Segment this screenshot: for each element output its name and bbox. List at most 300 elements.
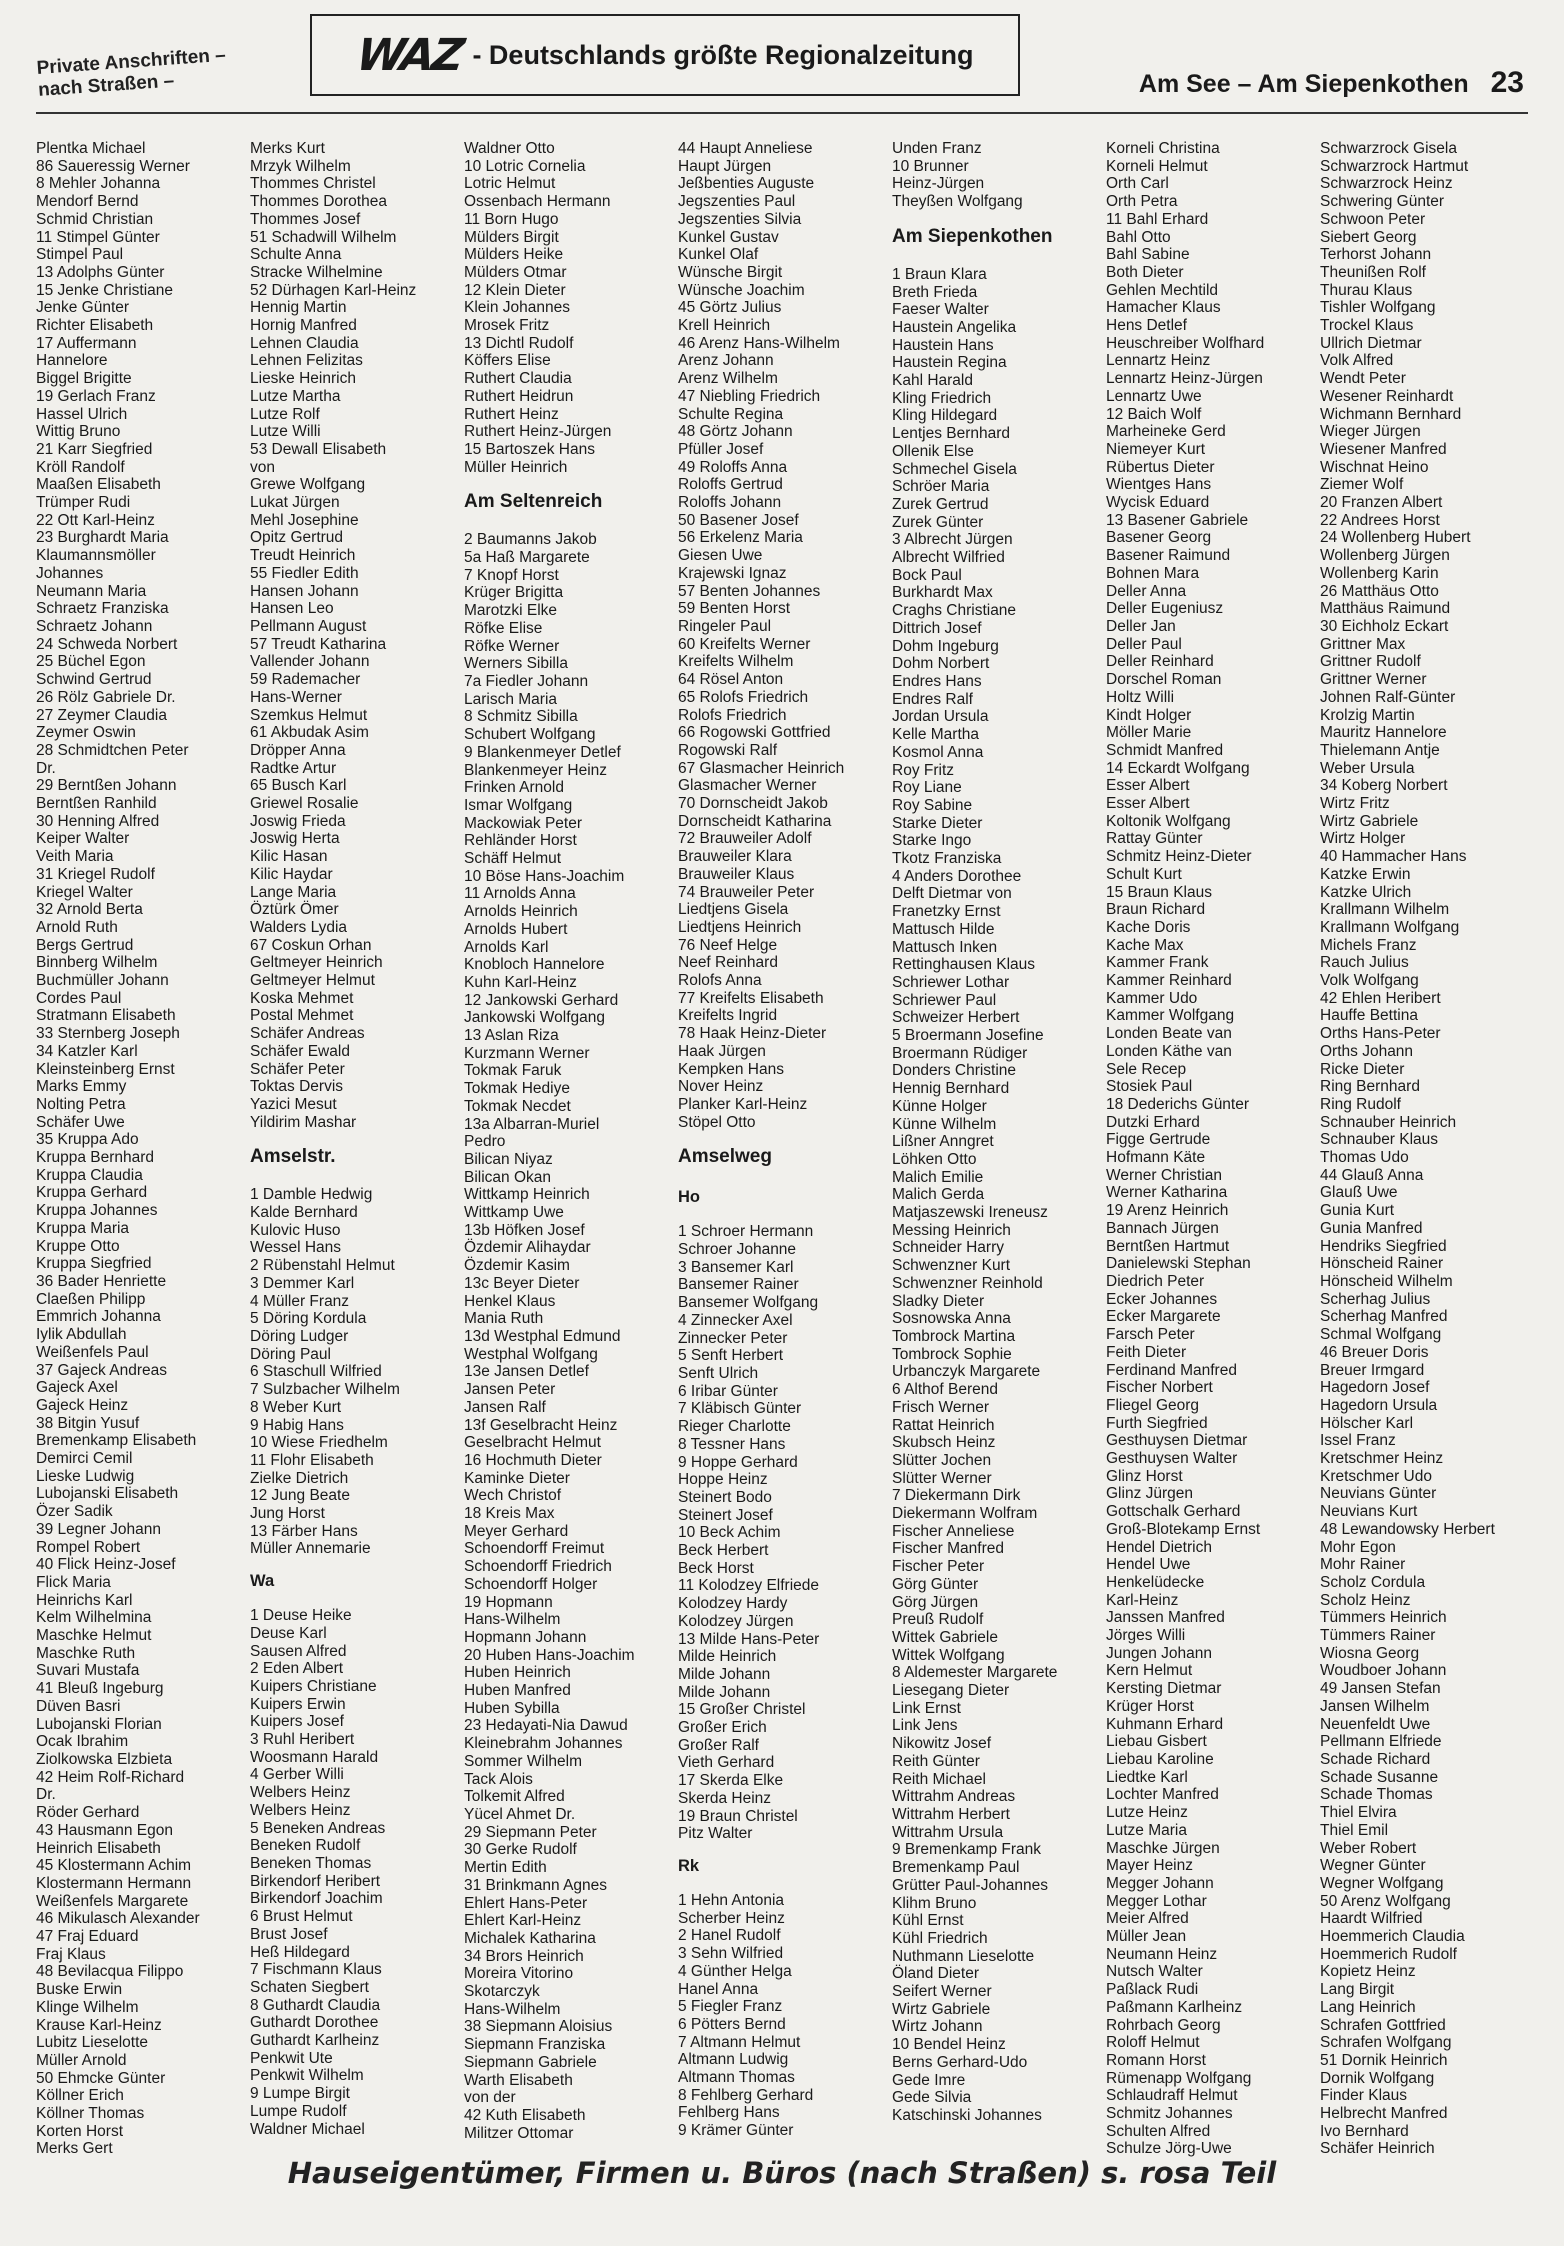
resident-entry: 19 Arenz Heinrich (1106, 1202, 1229, 1220)
resident-entry: Werner Katharina (1106, 1184, 1228, 1202)
resident-entry: Rompel Robert (36, 1538, 141, 1556)
resident-entry: Kuhn Karl-Heinz (464, 973, 577, 991)
resident-entry: Tümmers Rainer (1320, 1627, 1436, 1645)
resident-entry: Kreifelts Ingrid (678, 1007, 778, 1025)
resident-entry: Ecker Johannes (1106, 1290, 1218, 1308)
resident-entry: Arnolds Karl (464, 938, 549, 956)
resident-entry: Rohrbach Georg (1106, 2016, 1221, 2034)
resident-entry: 3 Sehn Wilfried (678, 1945, 784, 1963)
resident-entry: Wirtz Gabriele (892, 2000, 991, 2018)
resident-entry: Özdemir Alihaydar (464, 1239, 591, 1257)
resident-entry: Krolzig Martin (1320, 706, 1415, 724)
resident-entry: 8 Mehler Johanna (36, 175, 161, 193)
resident-entry: Griewel Rosalie (250, 795, 359, 813)
resident-entry: Grittner Werner (1320, 671, 1427, 689)
resident-entry: Kolodzey Jürgen (678, 1612, 794, 1630)
resident-entry: 38 Bitgin Yusuf (36, 1414, 140, 1432)
resident-entry: Kulovic Huso (250, 1221, 341, 1239)
resident-entry: Schaten Siegbert (250, 1978, 369, 1996)
resident-entry: 5 Senft Herbert (678, 1347, 784, 1365)
resident-entry: Esser Albert (1106, 777, 1190, 795)
resident-entry: Thiel Elvira (1320, 1804, 1397, 1822)
resident-entry: Both Dieter (1106, 263, 1184, 281)
resident-entry: Hölscher Karl (1320, 1414, 1414, 1432)
resident-entry: Hens Detlef (1106, 317, 1187, 335)
street-subheading: Wa (250, 1572, 275, 1591)
resident-entry: 49 Jansen Stefan (1320, 1680, 1441, 1698)
resident-entry: Schwarzrock Gisela (1320, 140, 1457, 157)
resident-entry: Arenz Johann (678, 352, 774, 370)
resident-entry: Siepmann Franziska (464, 2036, 606, 2054)
resident-entry: Schäfer Ewald (250, 1042, 350, 1060)
resident-entry: Reith Günter (892, 1752, 980, 1770)
resident-entry: Krause Karl-Heinz (36, 2016, 162, 2034)
resident-entry: Huben Heinrich (464, 1664, 571, 1682)
resident-entry: 19 Gerlach Franz (36, 387, 156, 405)
resident-entry: Penkwit Ute (250, 2049, 333, 2067)
resident-entry: Jeßbenties Auguste (678, 175, 815, 193)
resident-entry: Schade Richard (1320, 1750, 1431, 1768)
resident-entry: 3 Demmer Karl (250, 1274, 355, 1292)
resident-entry: Altmann Ludwig (678, 2051, 789, 2069)
resident-entry: Krüger Brigitta (464, 584, 564, 602)
resident-entry: Glasmacher Werner (678, 777, 817, 795)
resident-entry: Schäfer Uwe (36, 1113, 125, 1131)
resident-entry: Basener Raimund (1106, 547, 1231, 565)
resident-entry: 74 Brauweiler Peter (678, 883, 815, 901)
resident-entry: Mauritz Hannelore (1320, 724, 1447, 742)
resident-entry: 39 Legner Johann (36, 1520, 161, 1538)
resident-entry: Bilican Okan (464, 1168, 552, 1186)
resident-entry: 26 Rölz Gabriele Dr. (36, 688, 176, 706)
resident-entry: Ring Bernhard (1320, 1078, 1420, 1096)
resident-entry: Schriewer Lothar (892, 973, 1010, 991)
resident-entry: Welbers Heinz (250, 1801, 351, 1819)
resident-entry: Michels Franz (1320, 936, 1417, 954)
resident-entry: Liebau Gisbert (1106, 1733, 1207, 1751)
resident-entry: 48 Bevilacqua Filippo (36, 1963, 184, 1981)
resident-entry: Heß Hildegard (250, 1943, 350, 1961)
directory-columns (36, 140, 1528, 2158)
resident-entry: Arnolds Heinrich (464, 903, 578, 921)
resident-entry: Schlaudraff Helmut (1106, 2087, 1238, 2105)
resident-entry: Wittrahm Andreas (892, 1788, 1016, 1806)
resident-entry: Faeser Walter (892, 301, 989, 319)
resident-entry: Lutze Willi (250, 423, 321, 441)
resident-entry: Ruthert Heinz (464, 405, 559, 423)
resident-entry: Klihm Bruno (892, 1894, 977, 1912)
resident-entry: Trockel Klaus (1320, 317, 1414, 335)
resident-entry: Schulze Jörg-Uwe (1106, 2140, 1232, 2158)
resident-entry: Diekermann Wolfram (892, 1505, 1038, 1523)
resident-entry: 10 Böse Hans-Joachim (464, 867, 625, 885)
resident-entry: Starke Dieter (892, 814, 983, 832)
resident-entry: Frisch Werner (892, 1398, 990, 1416)
resident-entry: Toktas Dervis (250, 1078, 344, 1096)
resident-entry: Maschke Ruth (36, 1644, 136, 1662)
resident-entry: 42 Ehlen Heribert (1320, 989, 1441, 1007)
resident-entry: Hans-Wilhelm (464, 2000, 561, 2018)
resident-entry: Dorschel Roman (1106, 671, 1222, 689)
resident-entry: Bannach Jürgen (1106, 1219, 1219, 1237)
resident-entry: Ullrich Dietmar (1320, 334, 1422, 352)
resident-entry: Neumann Maria (36, 582, 147, 600)
resident-entry: Haak Jürgen (678, 1042, 766, 1060)
resident-entry: Schnauber Klaus (1320, 1131, 1439, 1149)
resident-entry: Neumann Heinz (1106, 1945, 1218, 1963)
resident-entry: 21 Karr Siegfried (36, 440, 153, 458)
resident-entry: Koska Mehmet (250, 989, 354, 1007)
resident-entry: 55 Fiedler Edith (250, 564, 359, 582)
resident-entry: Ollenik Else (892, 442, 974, 460)
resident-entry: Furth Siegfried (1106, 1414, 1208, 1432)
resident-entry: Sele Recep (1106, 1060, 1187, 1078)
resident-entry: Joswig Herta (250, 830, 340, 848)
resident-entry: Schmechel Gisela (892, 460, 1017, 478)
resident-entry: 13f Geselbracht Heinz (464, 1416, 618, 1434)
resident-entry: Schulte Anna (250, 246, 342, 264)
resident-entry: Schubert Wolfgang (464, 726, 596, 744)
resident-entry: Thiel Emil (1320, 1821, 1389, 1839)
resident-entry: 5 Broermann Josefine (892, 1027, 1044, 1045)
resident-entry: Wichmann Bernhard (1320, 405, 1462, 423)
resident-entry: Planker Karl-Heinz (678, 1095, 808, 1113)
resident-entry: Schäfer Peter (250, 1060, 345, 1078)
footer-note: Hauseigentümer, Firmen u. Büros (nach Straßen) s. rosa Teil (287, 2156, 1277, 2190)
resident-entry: 13 Basener Gabriele (1106, 511, 1249, 529)
resident-entry: Liedtjens Heinrich (678, 918, 802, 936)
resident-entry: 65 Busch Karl (250, 777, 347, 795)
resident-entry: Kempken Hans (678, 1060, 784, 1078)
street-heading: Amselweg (678, 1146, 772, 1168)
resident-entry: Yazici Mesut (250, 1095, 337, 1113)
resident-entry: Tkotz Franziska (892, 850, 1002, 868)
resident-entry: Zielke Dietrich (250, 1469, 349, 1487)
resident-entry: Senft Ulrich (678, 1365, 759, 1382)
resident-entry: Stimpel Paul (36, 246, 124, 264)
resident-entry: 10 Wiese Friedhelm (250, 1434, 388, 1452)
resident-entry: Henkel Klaus (464, 1292, 556, 1310)
resident-entry: Diedrich Peter (1106, 1273, 1205, 1290)
resident-entry: Lieske Heinrich (250, 370, 356, 388)
resident-entry: Roloffs Gertrud (678, 476, 783, 494)
resident-entry: 13 Aslan Riza (464, 1027, 559, 1045)
resident-entry: 13 Adolphs Günter (36, 263, 165, 281)
resident-entry: Lieske Ludwig (36, 1467, 135, 1485)
resident-entry: Werners Sibilla (464, 655, 568, 673)
resident-entry: 4 Zinnecker Axel (678, 1311, 793, 1329)
resident-entry: Mattusch Inken (892, 938, 998, 956)
directory-column (1106, 140, 1314, 2158)
resident-entry: 30 Henning Alfred (36, 812, 160, 830)
resident-entry: Kelle Martha (892, 726, 980, 744)
resident-entry: Öztürk Ömer (250, 901, 339, 919)
resident-entry: Werner Christian (1106, 1166, 1223, 1184)
resident-entry: Schneider Harry (892, 1239, 1004, 1257)
resident-entry: Kreifelts Wilhelm (678, 653, 794, 671)
resident-entry: Basener Georg (1106, 529, 1212, 547)
resident-entry: Nuthmann Lieselotte (892, 1947, 1035, 1965)
resident-entry: Yücel Ahmet Dr. (464, 1805, 576, 1823)
resident-entry: 48 Lewandowsky Herbert (1320, 1520, 1495, 1538)
resident-entry: Endres Ralf (892, 690, 973, 708)
resident-entry: 23 Burghardt Maria (36, 529, 169, 547)
resident-entry: Huben Manfred (464, 1682, 571, 1700)
resident-entry: 1 Braun Klara (892, 265, 987, 283)
resident-entry: Grewe Wolfgang (250, 476, 366, 494)
resident-entry: Wollenberg Jürgen (1320, 547, 1450, 565)
resident-entry: Fischer Norbert (1106, 1379, 1213, 1397)
resident-entry: 12 Baich Wolf (1106, 405, 1202, 423)
resident-entry: 6 Pötters Bernd (678, 2015, 786, 2033)
resident-entry: Grütter Paul-Johannes (892, 1876, 1048, 1894)
resident-entry: Thommes Christel (250, 175, 376, 193)
resident-entry: Schulte Regina (678, 405, 784, 423)
resident-entry: Dr. (36, 759, 56, 777)
resident-entry: 1 Hehn Antonia (678, 1891, 785, 1909)
resident-entry: Jungen Johann (1106, 1644, 1213, 1662)
resident-entry: Röder Gerhard (36, 1804, 140, 1822)
resident-entry: Schade Thomas (1320, 1786, 1433, 1804)
resident-entry: Dittrich Josef (892, 619, 982, 637)
resident-entry: 13b Höfken Josef (464, 1221, 585, 1239)
resident-entry: 29 Berntßen Johann (36, 777, 177, 795)
resident-entry: 11 Arnolds Anna (464, 885, 576, 903)
resident-entry: Helbrecht Manfred (1320, 2105, 1448, 2123)
resident-entry: Groß-Blotekamp Ernst (1106, 1520, 1261, 1538)
resident-entry: Lennartz Heinz (1106, 352, 1211, 370)
resident-entry: Dornscheidt Katharina (678, 812, 832, 830)
resident-entry: Bergs Gertrud (36, 936, 134, 954)
resident-entry: Neuenfeldt Uwe (1320, 1715, 1431, 1733)
resident-entry: Kammer Frank (1106, 954, 1209, 972)
resident-entry: Wiosna Georg (1320, 1644, 1420, 1662)
resident-entry: Dohm Ingeburg (892, 637, 999, 655)
resident-entry: Hoemmerich Rudolf (1320, 1945, 1457, 1963)
directory-section-label: Private Anschriften – nach Straßen – (36, 44, 227, 101)
resident-entry: Lentjes Bernhard (892, 425, 1011, 443)
resident-entry: Gede Imre (892, 2071, 966, 2089)
resident-entry: Lang Birgit (1320, 1981, 1395, 1999)
resident-entry: Hönscheid Rainer (1320, 1255, 1444, 1273)
resident-entry: 29 Siepmann Peter (464, 1823, 597, 1841)
resident-entry: Milde Heinrich (678, 1648, 777, 1666)
resident-entry: Jenke Günter (36, 299, 130, 317)
resident-entry: Farsch Peter (1106, 1326, 1195, 1344)
resident-entry: 9 Habig Hans (250, 1416, 344, 1434)
resident-entry: Malich Emilie (892, 1168, 984, 1186)
resident-entry: Brauweiler Klaus (678, 865, 795, 883)
resident-entry: Dornik Wolfgang (1320, 2069, 1435, 2087)
resident-entry: Deller Eugeniusz (1106, 600, 1224, 618)
resident-entry: 10 Brunner (892, 157, 969, 175)
resident-entry: 19 Braun Christel (678, 1807, 798, 1825)
resident-entry: Wollenberg Karin (1320, 564, 1439, 582)
resident-entry: Niemeyer Kurt (1106, 440, 1206, 458)
resident-entry: Bansemer Wolfgang (678, 1294, 819, 1312)
resident-entry: Rümenapp Wolfgang (1106, 2069, 1252, 2087)
resident-entry: 17 Skerda Elke (678, 1772, 784, 1790)
resident-entry: Binnberg Wilhelm (36, 954, 158, 972)
resident-entry: 10 Lotric Cornelia (464, 157, 586, 175)
resident-entry: Preuß Rudolf (892, 1611, 984, 1629)
resident-entry: 59 Benten Horst (678, 600, 791, 618)
resident-entry: Esser Albert (1106, 795, 1190, 813)
resident-entry: Tombrock Martina (892, 1328, 1016, 1345)
resident-entry: Löhken Otto (892, 1150, 977, 1168)
resident-entry: Kleinebrahm Johannes (464, 1735, 623, 1753)
resident-entry: 4 Müller Franz (250, 1292, 350, 1310)
resident-entry: Megger Johann (1106, 1874, 1214, 1892)
resident-entry: Mülders Heike (464, 246, 564, 264)
directory-column (892, 140, 1100, 2130)
resident-entry: Liebau Karoline (1106, 1750, 1214, 1768)
directory-column (678, 140, 886, 2140)
resident-entry: 31 Kriegel Rudolf (36, 865, 155, 883)
resident-entry: Suvari Mustafa (36, 1662, 140, 1680)
resident-entry: Heuschreiber Wolfhard (1106, 334, 1265, 352)
resident-entry: Müller Jean (1106, 1928, 1187, 1946)
resident-entry: Görg Jürgen (892, 1593, 979, 1611)
resident-entry: Haustein Hans (892, 336, 994, 354)
resident-entry: Wieger Jürgen (1320, 423, 1421, 441)
resident-entry: Tombrock Sophie (892, 1345, 1012, 1363)
resident-entry: Vieth Gerhard (678, 1754, 775, 1772)
resident-entry: Beneken Thomas (250, 1854, 372, 1872)
resident-entry: Schwind Gertrud (36, 671, 152, 689)
resident-entry: Lumpe Rudolf (250, 2102, 347, 2120)
resident-entry: Schmitz Johannes (1106, 2105, 1233, 2123)
resident-entry: 23 Hedayati-Nia Dawud (464, 1717, 628, 1735)
resident-entry: Hagedorn Ursula (1320, 1396, 1438, 1414)
resident-entry: Stosiek Paul (1106, 1078, 1193, 1096)
resident-entry: Altmann Thomas (678, 2069, 795, 2087)
resident-entry: Dr. (36, 1786, 56, 1804)
resident-entry: Giesen Uwe (678, 547, 763, 565)
resident-entry: Kurzmann Werner (464, 1044, 590, 1062)
page-number: 23 (1490, 66, 1524, 99)
resident-entry: Guthardt Dorothee (250, 2014, 379, 2032)
resident-entry: Krüger Horst (1106, 1697, 1194, 1715)
resident-entry: Stöpel Otto (678, 1113, 756, 1131)
resident-entry: Zurek Gertrud (892, 495, 989, 513)
resident-entry: Großer Ralf (678, 1736, 759, 1754)
resident-entry: Lehnen Claudia (250, 334, 359, 352)
resident-entry: 76 Neef Helge (678, 936, 778, 954)
resident-entry: Mrosek Fritz (464, 317, 550, 335)
resident-entry: Liedtjens Gisela (678, 901, 789, 919)
resident-entry: Seifert Werner (892, 1983, 992, 2001)
resident-entry: Rieger Charlotte (678, 1418, 791, 1436)
resident-entry: 10 Bendel Heinz (892, 2036, 1006, 2054)
resident-entry: 32 Arnold Berta (36, 901, 143, 919)
resident-entry: 11 Kolodzey Elfriede (678, 1577, 820, 1595)
resident-entry: Jordan Ursula (892, 708, 989, 726)
resident-entry: Huben Sybilla (464, 1699, 560, 1717)
resident-entry: Rehländer Horst (464, 832, 577, 850)
resident-entry: Mendorf Bernd (36, 193, 139, 211)
resident-entry: 15 Jenke Christiane (36, 281, 173, 299)
resident-entry: Starke Ingo (892, 832, 972, 850)
resident-entry: Kosmol Anna (892, 743, 984, 761)
resident-entry: 86 Saueressig Werner (36, 157, 190, 175)
resident-entry: Lißner Anngret (892, 1133, 994, 1151)
resident-entry: Heinz-Jürgen (892, 175, 985, 193)
directory-column (36, 140, 244, 2158)
resident-entry: Stracke Wilhelmine (250, 263, 383, 281)
resident-entry: Wiesener Manfred (1320, 440, 1447, 458)
resident-entry: Kuipers Christiane (250, 1677, 377, 1695)
resident-entry: 13e Jansen Detlef (464, 1363, 589, 1381)
resident-entry: Sausen Alfred (250, 1642, 347, 1660)
resident-entry: 24 Wollenberg Hubert (1320, 529, 1471, 547)
resident-entry: Wessel Hans (250, 1239, 342, 1257)
resident-entry: Arenz Wilhelm (678, 370, 778, 388)
resident-entry: Brust Josef (250, 1925, 328, 1943)
resident-entry: Schade Susanne (1320, 1768, 1439, 1786)
resident-entry: Penkwit Wilhelm (250, 2067, 364, 2085)
resident-entry: Wittek Gabriele (892, 1628, 998, 1646)
resident-entry: Pitz Walter (678, 1825, 753, 1843)
resident-entry: 49 Roloffs Anna (678, 458, 788, 476)
resident-entry: Glinz Jürgen (1106, 1485, 1194, 1503)
resident-entry: Deller Paul (1106, 635, 1182, 653)
resident-entry: Cordes Paul (36, 989, 122, 1007)
resident-entry: Kling Friedrich (892, 389, 992, 407)
resident-entry: Wycisk Eduard (1106, 494, 1210, 512)
resident-entry: Heinrichs Karl (36, 1591, 133, 1609)
resident-entry: Wischnat Heino (1320, 458, 1429, 476)
resident-entry: Slütter Werner (892, 1469, 992, 1487)
resident-entry: Dohm Norbert (892, 655, 990, 673)
resident-entry: Meier Alfred (1106, 1910, 1189, 1928)
resident-entry: 7 Sulzbacher Wilhelm (250, 1381, 400, 1399)
resident-entry: Kruppa Siegfried (36, 1255, 152, 1273)
resident-entry: Klostermann Hermann (36, 1874, 192, 1892)
resident-entry: Kretschmer Heinz (1320, 1450, 1444, 1468)
resident-entry: 43 Hausmann Egon (36, 1821, 174, 1839)
resident-entry: Gunia Manfred (1320, 1219, 1423, 1237)
resident-entry: 67 Coskun Orhan (250, 936, 372, 954)
resident-entry: Karl-Heinz (1106, 1591, 1179, 1609)
resident-entry: Brauweiler Klara (678, 848, 792, 866)
resident-entry: Finder Klaus (1320, 2087, 1408, 2105)
resident-entry: Moreira Vitorino (464, 1965, 574, 1983)
masthead-banner (310, 14, 1020, 96)
resident-entry: Kruppa Bernhard (36, 1149, 155, 1167)
resident-entry: Buske Erwin (36, 1981, 123, 1999)
resident-entry: Geltmeyer Helmut (250, 972, 375, 990)
resident-entry: 13 Dichtl Rudolf (464, 334, 574, 352)
resident-entry: 15 Bartoszek Hans (464, 440, 595, 458)
resident-entry: 31 Brinkmann Agnes (464, 1876, 608, 1894)
resident-entry: Kühl Ernst (892, 1912, 964, 1930)
resident-entry: 65 Rolofs Friedrich (678, 688, 809, 706)
resident-entry: Sladky Dieter (892, 1292, 985, 1310)
resident-entry: Knobloch Hannelore (464, 956, 605, 974)
resident-entry: 2 Hanel Rudolf (678, 1927, 781, 1945)
resident-entry: Schmitz Heinz-Dieter (1106, 848, 1252, 866)
resident-entry: Korten Horst (36, 2122, 124, 2140)
resident-entry: Rattat Heinrich (892, 1416, 995, 1434)
resident-entry: 3 Bansemer Karl (678, 1258, 794, 1276)
resident-entry: Wünsche Birgit (678, 263, 783, 281)
resident-entry: Schult Kurt (1106, 865, 1182, 883)
resident-entry: Richter Elisabeth (36, 317, 154, 335)
resident-entry: Tack Alois (464, 1770, 533, 1788)
resident-entry: Militzer Ottomar (464, 2124, 574, 2142)
resident-entry: Lubojanski Florian (36, 1715, 162, 1733)
